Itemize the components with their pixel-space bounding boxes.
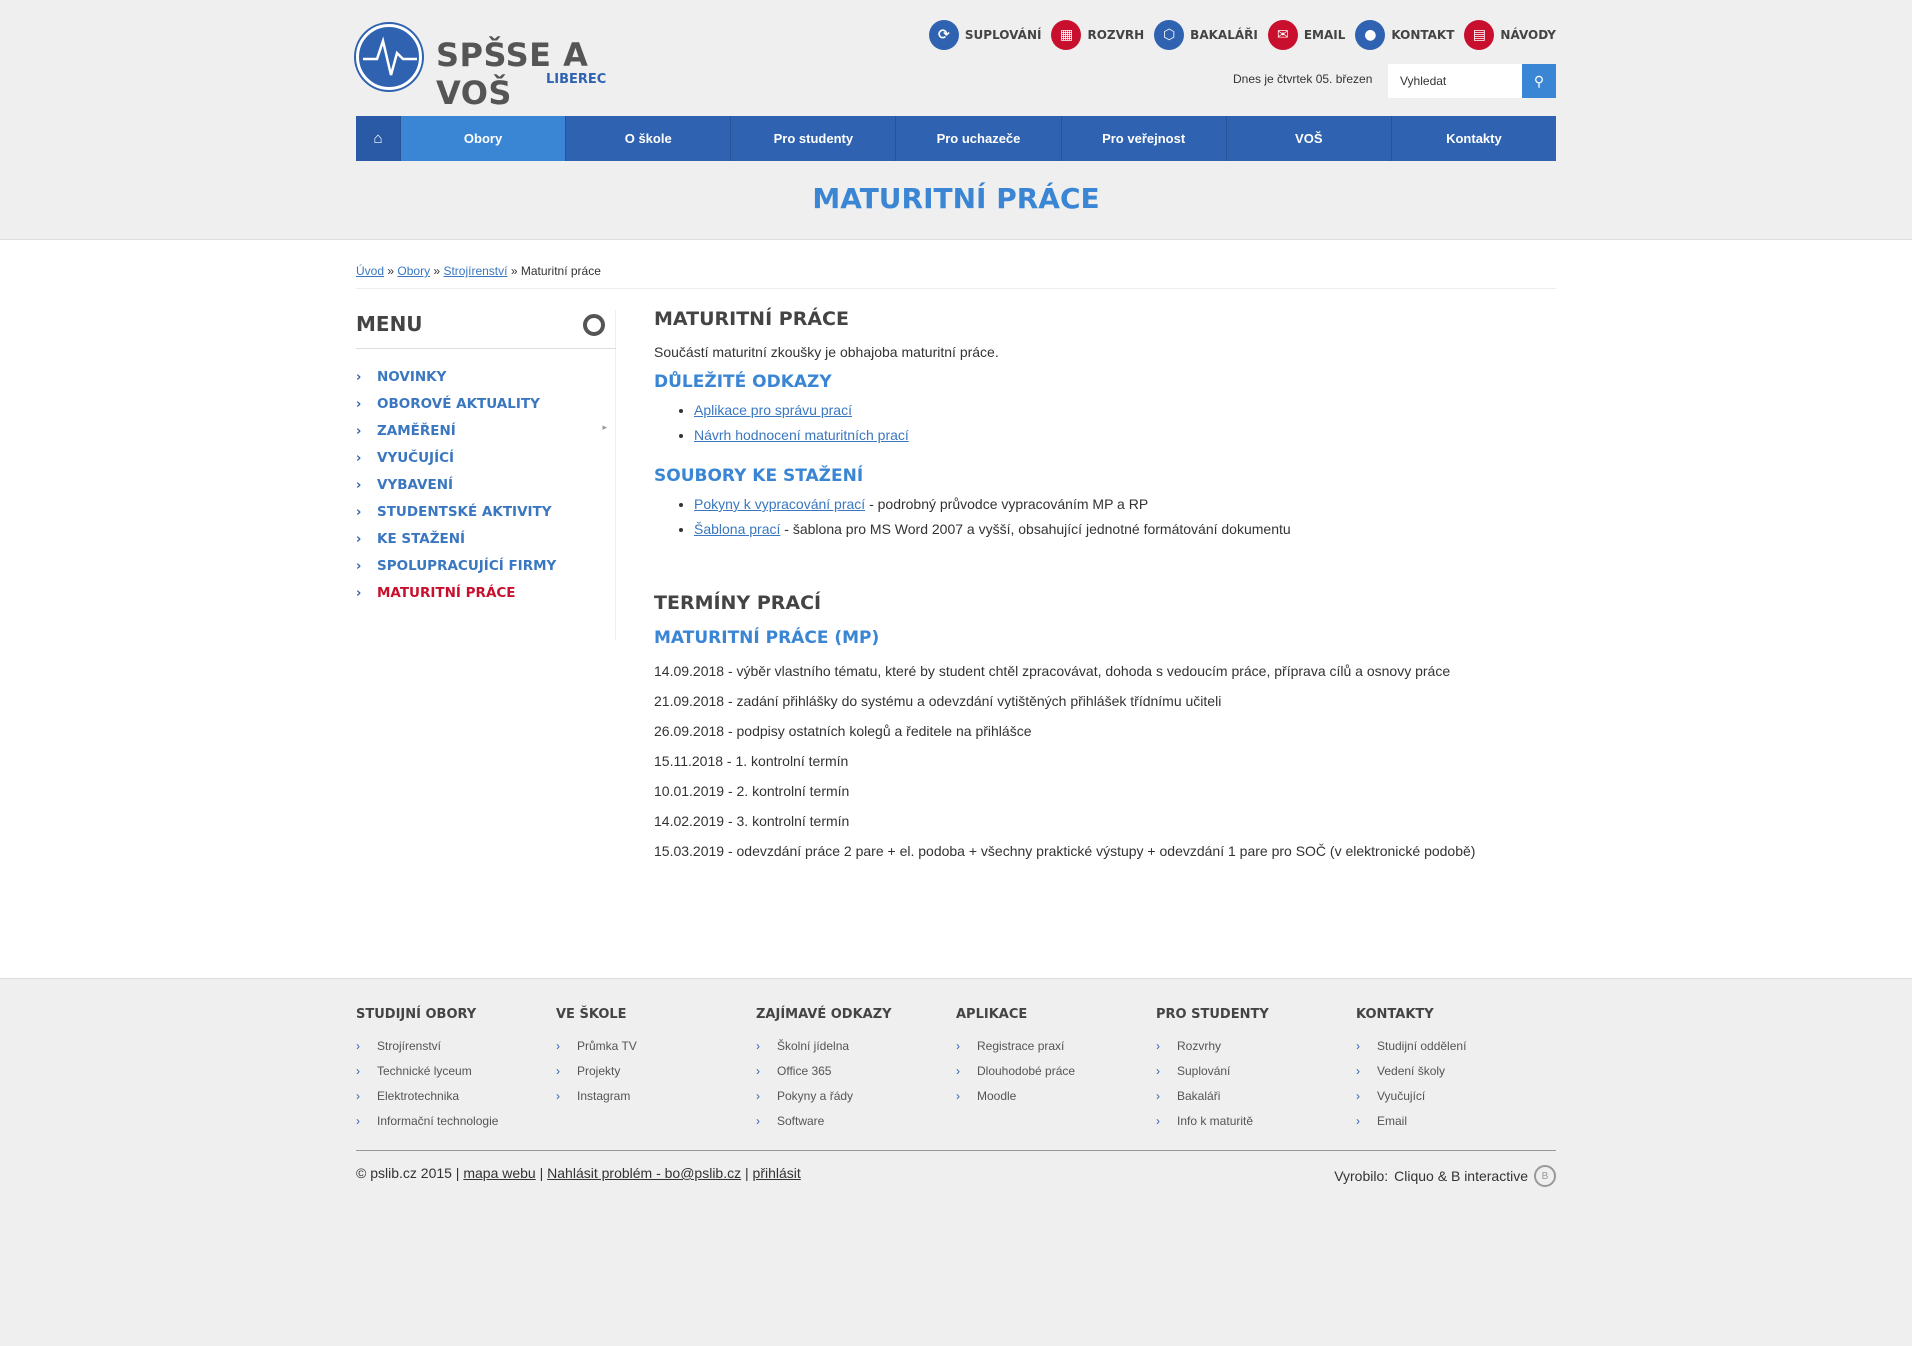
link-aplikace[interactable]: Aplikace pro správu prací [694,402,852,418]
home-icon: ⌂ [373,130,383,147]
term-item: 14.09.2018 - výběr vlastního tématu, které by student chtěl zpracovávat, dohoda s vedoucím práce, příprava cílů a osnovy práce [654,663,1451,679]
footer-link-label: Software [777,1114,825,1128]
chevron-right-icon: › [356,1039,360,1053]
chevron-right-icon: › [356,532,362,547]
footer-col-title: PRO STUDENTY [1156,1007,1269,1022]
footer-col-title: STUDIJNÍ OBORY [356,1007,477,1022]
chevron-right-icon: › [356,478,362,493]
topnav-email[interactable] [1268,20,1346,50]
footer-credit [1334,1165,1556,1187]
breadcrumb-separator: » [387,264,395,278]
divider [356,348,616,349]
content-area [0,240,1912,978]
nav-kontakty[interactable]: Kontakty [1446,131,1502,146]
chevron-right-icon: › [556,1039,560,1053]
search-button[interactable] [1522,64,1556,98]
menu-item-label: ZAMĚŘENÍ [377,423,456,439]
menu-item-novinky[interactable] [356,369,615,396]
breadcrumb [356,264,601,278]
chevron-right-icon: › [356,505,362,520]
nav-pro-verejnost[interactable]: Pro veřejnost [1062,116,1227,161]
topnav-label: KONTAKT [1391,28,1455,42]
sitemap-link[interactable]: mapa webu [463,1165,536,1181]
divider [356,288,1556,289]
footer-link-label: Pokyny a řády [777,1089,854,1103]
home-button[interactable] [356,116,401,161]
footer-link[interactable] [1356,1114,1556,1139]
topnav-navody[interactable] [1464,20,1556,50]
chevron-right-icon: › [1356,1089,1360,1103]
link-pokyny[interactable]: Pokyny k vypracování prací [694,496,866,512]
footer-link-label: Vedení školy [1377,1064,1446,1078]
footer-link[interactable] [356,1064,556,1089]
link-sablona[interactable]: Šablona prací [694,521,781,537]
footer-link[interactable] [1356,1039,1556,1064]
term-item: 26.09.2018 - podpisy ostatních kolegů a ředitele na přihlášce [654,723,1032,739]
footer-link-label: Office 365 [777,1064,832,1078]
date-text: Dnes je čtvrtek 05. březen [1233,72,1373,86]
menu-item-label: OBOROVÉ AKTUALITY [377,396,540,412]
footer-link[interactable] [756,1039,956,1064]
footer-link-label: Informační technologie [377,1114,499,1128]
term-item: 21.09.2018 - zadání přihlášky do systému a odevzdání vytištěných přihlášek třídnímu učiteli [654,693,1222,709]
topnav-label: SUPLOVÁNÍ [964,28,1042,42]
book-icon: ▤ [1464,20,1494,50]
menu-item-zamereni[interactable] [356,423,615,450]
terms-list [654,656,1554,866]
chevron-right-icon: › [1156,1064,1160,1078]
footer-link[interactable] [1356,1064,1556,1089]
list-item [694,521,1554,546]
footer-legal [356,1165,801,1181]
chevron-right-icon: › [956,1039,960,1053]
report-problem-link[interactable]: Nahlásit problém - bo@pslib.cz [547,1165,742,1181]
links-list [694,402,1554,452]
chevron-right-icon: › [1156,1114,1160,1128]
footer-link[interactable] [956,1064,1156,1089]
links-heading: DŮLEŽITÉ ODKAZY [654,372,832,392]
footer-col-ve-skole [556,1007,756,1139]
term-item: 14.02.2019 - 3. kontrolní termín [654,813,850,829]
menu-item-vyucujici[interactable] [356,450,615,477]
footer-col-zajimave-odkazy [756,1007,956,1139]
list-item [694,496,1554,521]
list-item [694,427,1554,452]
topnav-label: NÁVODY [1500,28,1556,42]
chevron-right-icon: › [756,1064,760,1078]
downloads-heading: SOUBORY KE STAŽENÍ [654,466,864,486]
menu-title: MENU [356,312,423,336]
footer-link-label: Vyučující [1377,1089,1426,1103]
footer-link[interactable] [556,1089,756,1114]
footer-col-studijni-obory [356,1007,556,1139]
logo-name: SPŠSE A VOŠ [436,36,589,112]
refresh-icon: ⟳ [929,20,959,50]
footer-link[interactable] [1356,1089,1556,1114]
footer-link-label: Moodle [977,1089,1017,1103]
footer-link[interactable] [556,1064,756,1089]
breadcrumb-strojirenstvi[interactable]: Strojírenství [443,264,508,278]
topnav-label: BAKALÁŘI [1190,28,1258,42]
footer-separator: | [745,1165,749,1181]
term-item: 15.11.2018 - 1. kontrolní termín [654,753,849,769]
footer-link[interactable] [1156,1089,1356,1114]
chevron-right-icon: › [556,1064,560,1078]
footer-link-label: Registrace praxí [977,1039,1065,1053]
login-link[interactable]: přihlásit [752,1165,801,1181]
chevron-right-icon: › [356,451,362,466]
breadcrumb-separator: » [510,264,518,278]
chevron-right-icon: › [756,1039,760,1053]
main-content [654,308,1554,866]
intro-text: Součástí maturitní zkoušky je obhajoba maturitní práce. [654,344,999,360]
chevron-right-icon: › [356,424,362,439]
download-desc: - šablona pro MS Word 2007 a vyšší, obsahující jednotné formátování dokumentu [780,521,1291,537]
mp-heading: MATURITNÍ PRÁCE (MP) [654,628,880,648]
agency-badge-icon: B [1534,1165,1556,1187]
link-navrh-hodnoceni[interactable]: Návrh hodnocení maturitních prací [694,427,909,443]
school-logo[interactable] [356,24,616,112]
downloads-list [694,496,1554,546]
envelope-icon: ✉ [1268,20,1298,50]
footer-link-label: Studijní oddělení [1377,1039,1467,1053]
topnav-kontakt[interactable] [1355,20,1454,50]
chevron-right-icon: › [356,1114,360,1128]
footer-link-label: Bakaláři [1177,1089,1221,1103]
menu-item-vybaveni[interactable] [356,477,615,504]
footer-col-title: VE ŠKOLE [556,1007,627,1022]
footer-link-label: Průmka TV [577,1039,637,1053]
breadcrumb-current: Maturitní práce [520,264,601,278]
chevron-right-icon: › [756,1089,760,1103]
nav-o-skole[interactable]: O škole [566,116,731,161]
footer-link[interactable] [956,1039,1156,1064]
term-item: 15.03.2019 - odevzdání práce 2 pare + el. podoba + všechny praktické výstupy + odevzdání 1 pare pro SOČ (v elektronické podobě) [654,843,1476,859]
main-heading: MATURITNÍ PRÁCE [654,308,849,330]
footer-link-label: Instagram [577,1089,631,1103]
chevron-right-icon: › [356,559,362,574]
footer-link-label: Dlouhodobé práce [977,1064,1076,1078]
menu-item-ke-stazeni[interactable] [356,531,615,558]
footer-col-aplikace [956,1007,1156,1139]
logo-emblem-icon [356,24,422,90]
gear-icon [583,314,605,336]
chevron-right-icon: › [756,1114,760,1128]
footer-col-title: APLIKACE [956,1007,1028,1022]
list-item [694,402,1554,427]
term-item: 10.01.2019 - 2. kontrolní termín [654,783,850,799]
chevron-right-icon: › [1356,1039,1360,1053]
chevron-right-icon: › [356,1064,360,1078]
footer-link[interactable] [756,1114,956,1139]
footer-link[interactable] [756,1064,956,1089]
menu-item-label: KE STAŽENÍ [377,531,466,547]
nav-pro-studenty[interactable]: Pro studenty [731,116,896,161]
footer-link-label: Rozvrhy [1177,1039,1222,1053]
menu-item-label: VYUČUJÍCÍ [377,450,455,466]
footer-link[interactable] [756,1089,956,1114]
location-pin-icon: ● [1355,20,1385,50]
menu-item-label: VYBAVENÍ [377,477,454,493]
menu-item-oborove-aktuality[interactable] [356,396,615,423]
main-navigation [356,116,1556,161]
menu-item-label: NOVINKY [377,369,447,385]
menu-item-label: SPOLUPRACUJÍCÍ FIRMY [377,558,557,574]
chevron-right-icon: › [1156,1089,1160,1103]
footer-col-title: ZAJÍMAVÉ ODKAZY [756,1007,892,1022]
menu-item-label: STUDENTSKÉ AKTIVITY [377,504,552,520]
page-title: MATURITNÍ PRÁCE [812,182,1100,215]
hexagon-icon: ⬡ [1154,20,1184,50]
footer-col-kontakty [1356,1007,1556,1139]
search-input[interactable] [1388,64,1522,98]
topnav-suplovani[interactable] [929,20,1042,50]
footer [0,978,1912,1346]
chevron-right-icon: › [356,397,362,412]
topnav-label: ROZVRH [1087,28,1145,42]
chevron-right-icon: › [1356,1114,1360,1128]
chevron-right-icon: › [356,370,362,385]
logo-city: LIBEREC [546,72,607,87]
copyright: © pslib.cz 2015 | [356,1165,460,1181]
topnav-label: EMAIL [1303,28,1346,42]
footer-link-label: Projekty [577,1064,621,1078]
chevron-right-icon: › [956,1064,960,1078]
nav-pro-uchazece[interactable]: Pro uchazeče [896,116,1061,161]
search-icon: ⚲ [1533,72,1545,89]
footer-link[interactable] [356,1089,556,1114]
footer-link-label: Suplování [1177,1064,1231,1078]
search-form [1388,64,1556,98]
download-desc: - podrobný průvodce vypracováním MP a RP [865,496,1149,512]
chevron-right-icon: › [556,1089,560,1103]
footer-link-label: Elektrotechnika [377,1089,460,1103]
footer-link[interactable] [956,1089,1156,1114]
breadcrumb-home[interactable]: Úvod [356,264,385,278]
nav-vos[interactable]: VOŠ [1227,116,1392,161]
footer-link[interactable] [356,1114,556,1139]
footer-link[interactable] [1156,1114,1356,1139]
made-by-label: Vyrobilo: [1334,1168,1389,1184]
chevron-right-icon: › [956,1089,960,1103]
breadcrumb-separator: » [433,264,441,278]
footer-link-label: Technické lyceum [377,1064,472,1078]
side-menu [356,310,616,640]
terms-heading: TERMÍNY PRACÍ [654,592,822,614]
footer-link[interactable] [556,1039,756,1064]
footer-columns [356,1007,1556,1139]
divider [356,1150,1556,1151]
chevron-right-icon: › [356,586,362,601]
footer-col-pro-studenty [1156,1007,1356,1139]
calendar-icon: ▦ [1051,20,1081,50]
footer-link[interactable] [1156,1039,1356,1064]
footer-link-label: Info k maturitě [1177,1114,1254,1128]
chevron-right-icon: › [1356,1064,1360,1078]
menu-item-spolupracujici-firmy[interactable] [356,558,615,585]
footer-link[interactable] [356,1039,556,1064]
footer-col-title: KONTAKTY [1356,1007,1434,1022]
menu-item-studentske-aktivity[interactable] [356,504,615,531]
footer-link-label: Strojírenství [377,1039,442,1053]
made-by[interactable]: Cliquo & B interactive [1394,1168,1528,1184]
breadcrumb-obory[interactable]: Obory [397,264,431,278]
footer-link[interactable] [1156,1064,1356,1089]
footer-link-label: Email [1377,1114,1408,1128]
chevron-right-icon: › [356,1089,360,1103]
menu-item-label: MATURITNÍ PRÁCE [377,585,516,601]
submenu-arrow-icon: ▸ [602,423,607,433]
nav-obory[interactable]: Obory [401,116,566,161]
chevron-right-icon: › [1156,1039,1160,1053]
top-quick-links [929,20,1556,50]
footer-link-label: Školní jídelna [777,1039,850,1053]
header [0,0,1912,240]
topnav-rozvrh[interactable] [1051,20,1144,50]
menu-item-maturitni-prace[interactable] [356,585,615,612]
topnav-bakalari[interactable] [1154,20,1258,50]
footer-separator: | [539,1165,544,1181]
